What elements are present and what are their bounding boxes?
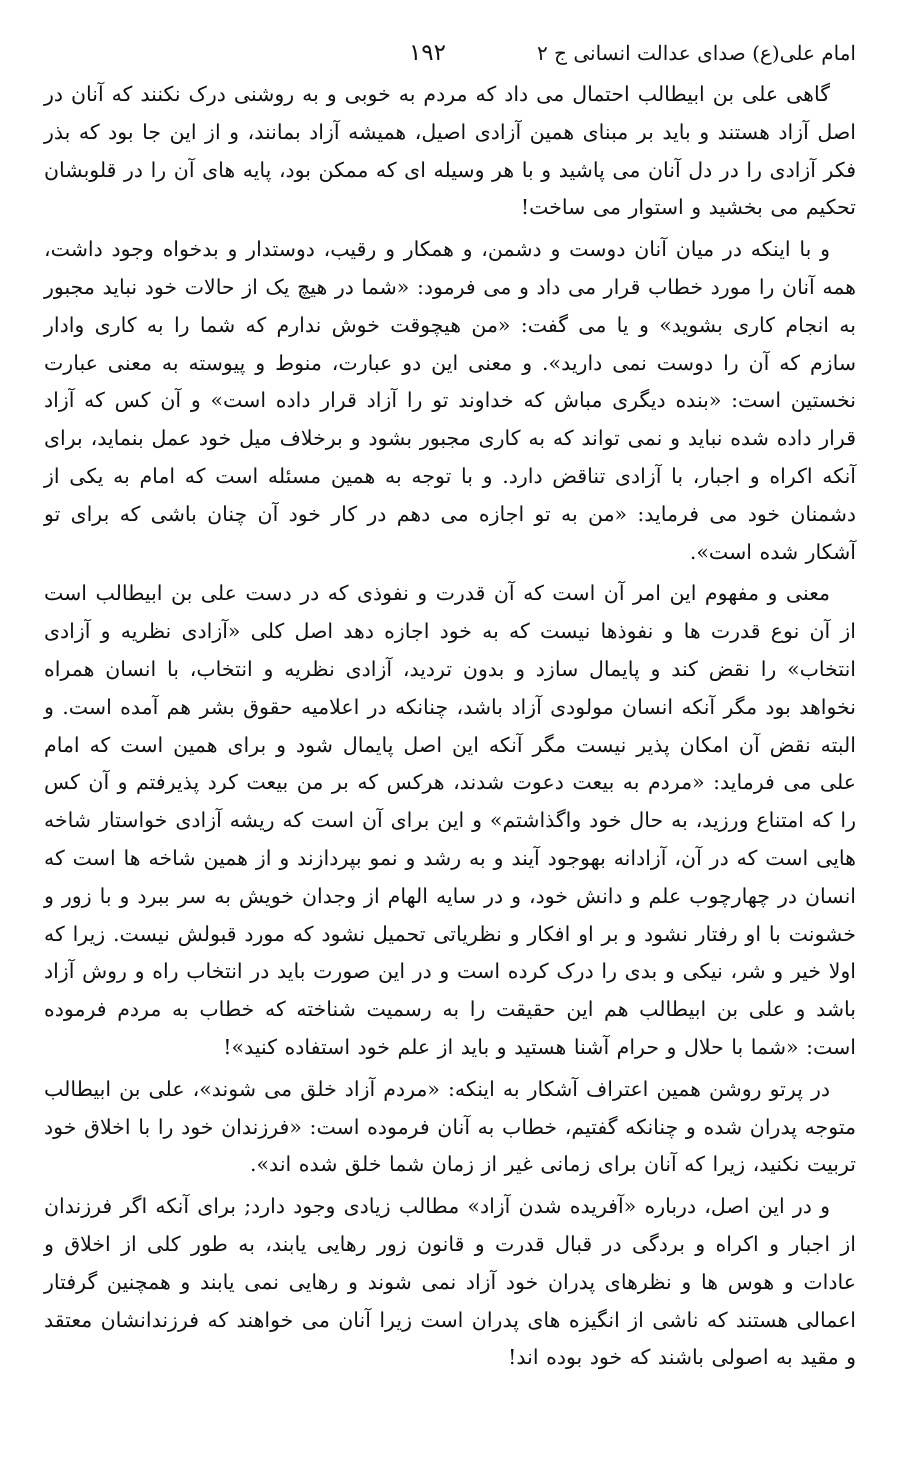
- paragraph-2: و با اینکه در میان آنان دوست و دشمن، و همکار و رقیب، دوستدار و بدخواه وجود داشت، همه آنان را مورد خطاب قرار می داد و می فرمود: «شما در هیچ یک از حالات خود نباید مجبور به انجام کاری بشوید» و یا می گفت: «من هیچوقت خوش ندارم که شما را به کاری وادار سازم که آن را دوست نمی دارید». و معنی این دو عبارت، منوط و پیوسته به معنی عبارت نخستین است: «بنده دیگری مباش که خداوند تو را آزاد قرار داده است» و آن کس که آزاد قرار داده شده نباید و نمی تواند که به کاری مجبور بشود و برخلاف میل خود عمل بنماید، برای آنکه اکراه و اجبار، با آزادی تناقض دارد. و با توجه به همین مسئله است که امام به یکی از دشمنان خود می فرماید: «من به تو اجازه می دهم در کار خود آن چنان باشی که برای تو آشکار شده است».: [44, 237, 856, 564]
- running-header: [44, 38, 856, 68]
- paragraph-4: در پرتو روشن همین اعتراف آشکار به اینکه: «مردم آزاد خلق می شوند»، علی بن ابیطالب متوجه پدران شده و چنانکه گفتیم، خطاب به آنان فرموده است: «فرزندان خود را با اخلاق خود تربیت نکنید، زیرا که آنان برای زمانی غیر از زمان شما خلق شده اند».: [44, 1076, 856, 1177]
- page-number: ۱۹۲: [408, 40, 446, 66]
- body-text: [44, 76, 856, 1381]
- paragraph-3: معنی و مفهوم این امر آن است که آن قدرت و نفوذی که در دست علی بن ابیطالب است از آن نوع قدرت ها و نفوذها نیست که به خود اجازه دهد اصل کلی «آزادی نظریه و آزادی انتخاب» را نقض کند و پایمال سازد و بدون تردید، آزادی نظریه و انتخاب، با انسان همراه نخواهد بود مگر آنکه انسان مولودی آزاد باشد، چنانکه در اعلامیه حقوق بشر هم آمده است. و البته نقض آن امکان پذیر نیست مگر آنکه این اصل پایمال شود و برای همین است که امام علی می فرماید: «مردم به بیعت دعوت شدند، هرکس که بر من بیعت کرد پذیرفتم و آن کس را که امتناع ورزید، به حال خود واگذاشتم» و این برای آن است که ریشه آزادی خواستار شاخه هایی است که در آن، آزادانه بهوجود آیند و به رشد و نمو بپردازند و از همین شاخه ها است که انسان در چهارچوب علم و دانش خود، و در سایه الهام از وجدان خویش به سر ببرد و با زور و خشونت با او رفتار نشود و بر او افکار و نظریاتی تحمیل نشود که مورد قبولش نیست. زیرا که اولا خیر و شر، نیکی و بدی را درک کرده است و در این صورت باید در انتخاب راه و روش آزاد باشد و علی بن ابیطالب هم این حقیقت را به رسمیت شناخته که خطاب به مردم فرموده است: «شما با حلال و حرام آشنا هستید و باید از علم خود استفاده کنید»!: [44, 581, 856, 1059]
- paragraph-5: و در این اصل، درباره «آفریده شدن آزاد» مطالب زیادی وجود دارد; برای آنکه اگر فرزندان از اجبار و اکراه و بردگی در قبال قدرت و قانون زور رهایی یابند، به طور کلی از اخلاق و عادات و هوس ها و نظرهای پدران خود آزاد نمی شوند و رهایی نمی یابند و همچنین گرفتار اعمالی هستند که ناشی از انگیزه های پدران است زیرا آنان می خواهند که فرزندانشان معتقد و مقید به اصولی باشند که خود بوده اند!: [44, 1194, 856, 1370]
- paragraph-1: گاهی علی بن ابیطالب احتمال می داد که مردم به خوبی و به روشنی درک نکنند که آنان در اصل آزاد هستند و باید بر مبنای همین آزادی اصیل، همیشه آزاد بمانند، و از این جا بود که بذر فکر آزادی را در دل آنان می پاشید و با هر وسیله ای که ممکن بود، پایه های آن را در قلوبشان تحکیم می بخشید و استوار می ساخت!: [44, 82, 856, 220]
- book-title: امام علی(ع) صدای عدالت انسانی ج ۲: [536, 41, 856, 65]
